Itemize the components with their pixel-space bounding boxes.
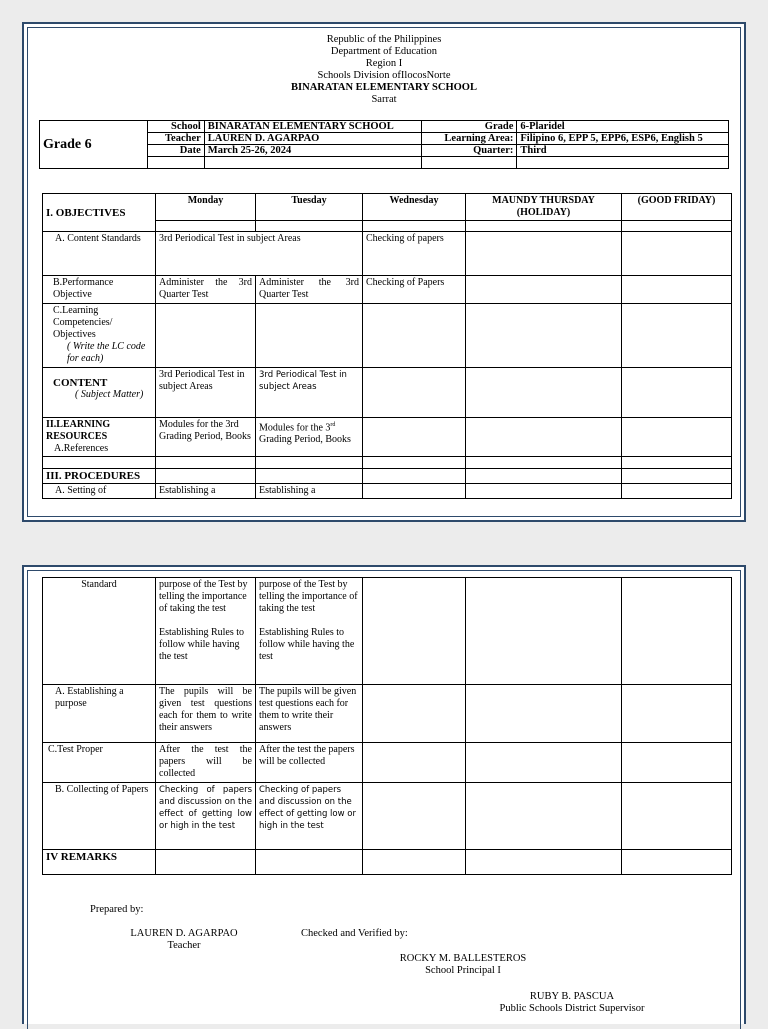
supervisor-signature [472,991,672,1015]
grade-title: Grade 6 [40,121,148,169]
principal-name: ROCKY M. BALLESTEROS [399,953,527,964]
empty-cell [363,304,466,368]
empty-cell [466,368,622,418]
setting-label: A. Setting of [43,484,156,499]
empty-cell [147,157,204,169]
content-label: CONTENT [53,377,108,389]
test-proper-mon: After the test the papers will be collected [156,743,256,783]
empty-cell [622,685,732,743]
empty-cell [466,457,622,469]
empty-cell [204,157,422,169]
resources-cell [43,418,156,457]
grade-value: 6-Plaridel [517,121,729,133]
purpose-tue: The pupils will be given test questions each for them to write their answers [256,685,363,743]
standard-tue-1: purpose of the Test by telling the importance of taking the test [259,579,358,614]
empty-cell [622,304,732,368]
empty-cell [363,418,466,457]
empty-cell [622,221,732,232]
competencies-cell [43,304,156,368]
resources-tue-sup: rd [330,422,336,428]
empty-cell [256,457,363,469]
empty-cell [156,469,256,484]
page-1 [22,22,746,522]
standard-mon-2: Establishing Rules to follow while having the test [159,627,244,662]
quarter-label: Quarter: [422,145,517,157]
resources-tue [256,418,363,457]
date-value: March 25-26, 2024 [204,145,422,157]
empty-cell [156,221,256,232]
empty-cell [622,457,732,469]
empty-cell [622,232,732,276]
empty-cell [466,469,622,484]
collecting-label: B. Collecting of Papers [43,783,156,850]
lesson-plan-table-continued [42,577,732,875]
standard-mon [156,578,256,685]
header-town: Sarrat [371,94,397,105]
setting-mon: Establishing a [156,484,256,499]
content-standards-wed: Checking of papers [363,232,466,276]
learning-area-label: Learning Area: [422,133,517,145]
info-table [39,120,729,169]
empty-cell [156,304,256,368]
empty-cell [363,743,466,783]
empty-cell [517,157,729,169]
supervisor-title: Public Schools District Supervisor [499,1003,645,1014]
collecting-mon: Checking of papers and discussion on the effect of getting low or high in the test [156,783,256,850]
remarks-heading: IV REMARKS [43,850,156,875]
empty-cell [622,578,732,685]
competencies-note: ( Write the LC code for each) [67,341,146,364]
empty-cell [256,850,363,875]
empty-cell [622,783,732,850]
empty-cell [466,232,622,276]
empty-cell [622,276,732,304]
resources-tue-pre: Modules for the 3 [259,422,331,434]
empty-cell [256,304,363,368]
empty-cell [256,469,363,484]
content-mon: 3rd Periodical Test in subject Areas [156,368,256,418]
resources-label: II.LEARNING RESOURCES [46,419,111,442]
empty-cell [156,850,256,875]
standard-label: Standard [43,578,156,685]
day-wednesday: Wednesday [363,194,466,221]
performance-mon: Administer the 3rd Quarter Test [156,276,256,304]
letterhead [24,34,744,106]
page-2 [22,565,746,1024]
empty-cell [466,578,622,685]
resources-tue-post: Grading Period, Books [259,434,351,446]
empty-cell [363,457,466,469]
procedures-heading: III. PROCEDURES [43,469,156,484]
empty-cell [363,685,466,743]
prepared-by-label: Prepared by: [90,904,144,915]
purpose-mon: The pupils will be given test questions each for them to write their answers [156,685,256,743]
school-label: School [147,121,204,133]
standard-mon-1: purpose of the Test by telling the importance of taking the test [159,579,248,614]
empty-cell [466,276,622,304]
learning-area-value: Filipino 6, EPP 5, EPP6, ESP6, English 5 [517,133,729,145]
empty-cell [363,368,466,418]
teacher-name: LAUREN D. AGARPAO [130,928,238,939]
empty-cell [256,221,363,232]
header-line-4: Schools Division ofIlocosNorte [317,70,451,81]
empty-cell [363,578,466,685]
grade-label: Grade [422,121,517,133]
empty-cell [363,469,466,484]
empty-cell [466,685,622,743]
teacher-title: Teacher [167,940,201,951]
collecting-tue: Checking of papers and discussion on the effect of getting low or high in the test [256,783,363,850]
empty-cell [622,484,732,499]
purpose-label: A. Establishing a purpose [43,685,156,743]
performance-tue: Administer the 3rd Quarter Test [256,276,363,304]
header-school-name: BINARATAN ELEMENTARY SCHOOL [291,82,477,93]
content-tue: 3rd Periodical Test in subject Areas [256,368,363,418]
empty-cell [622,743,732,783]
test-proper-label: C.Test Proper [43,743,156,783]
header-line-1: Republic of the Philippines [326,34,442,45]
empty-cell [466,418,622,457]
setting-tue: Establishing a [256,484,363,499]
header-line-3: Region I [365,58,403,69]
day-monday: Monday [156,194,256,221]
empty-cell [466,783,622,850]
standard-tue [256,578,363,685]
content-note: ( Subject Matter) [75,389,144,400]
empty-cell [43,457,156,469]
empty-cell [466,743,622,783]
performance-objective-label: B.Performance Objective [43,276,156,304]
header-line-2: Department of Education [330,46,438,57]
content-standards-label: A. Content Standards [43,232,156,276]
day-thursday: MAUNDY THURSDAY (HOLIDAY) [466,194,622,221]
performance-wed: Checking of Papers [363,276,466,304]
date-label: Date [147,145,204,157]
objectives-heading: I. OBJECTIVES [43,194,156,232]
empty-cell [466,221,622,232]
resources-mon: Modules for the 3rd Grading Period, Books [156,418,256,457]
empty-cell [363,783,466,850]
empty-cell [622,850,732,875]
empty-cell [363,484,466,499]
empty-cell [466,304,622,368]
principal-signature [388,953,538,977]
empty-cell [466,484,622,499]
supervisor-name: RUBY B. PASCUA [529,991,615,1002]
checked-by-label: Checked and Verified by: [301,928,408,939]
lesson-plan-table [42,193,732,499]
principal-title: School Principal I [425,965,501,976]
references-label: A.References [54,443,109,454]
standard-tue-2: Establishing Rules to follow while having the test [259,627,355,662]
teacher-signature [119,928,249,952]
empty-cell [422,157,517,169]
quarter-value: Third [517,145,729,157]
empty-cell [363,221,466,232]
school-value: BINARATAN ELEMENTARY SCHOOL [204,121,422,133]
empty-cell [622,418,732,457]
day-friday: (GOOD FRIDAY) [622,194,732,221]
competencies-label: C.Learning Competencies/ Objectives [53,305,113,340]
empty-cell [363,850,466,875]
day-tuesday: Tuesday [256,194,363,221]
content-standards-mon-tue: 3rd Periodical Test in subject Areas [156,232,363,276]
content-cell [43,368,156,418]
teacher-label: Teacher [147,133,204,145]
empty-cell [622,469,732,484]
empty-cell [622,368,732,418]
test-proper-tue: After the test the papers will be collected [256,743,363,783]
empty-cell [156,457,256,469]
empty-cell [466,850,622,875]
teacher-value: LAUREN D. AGARPAO [204,133,422,145]
